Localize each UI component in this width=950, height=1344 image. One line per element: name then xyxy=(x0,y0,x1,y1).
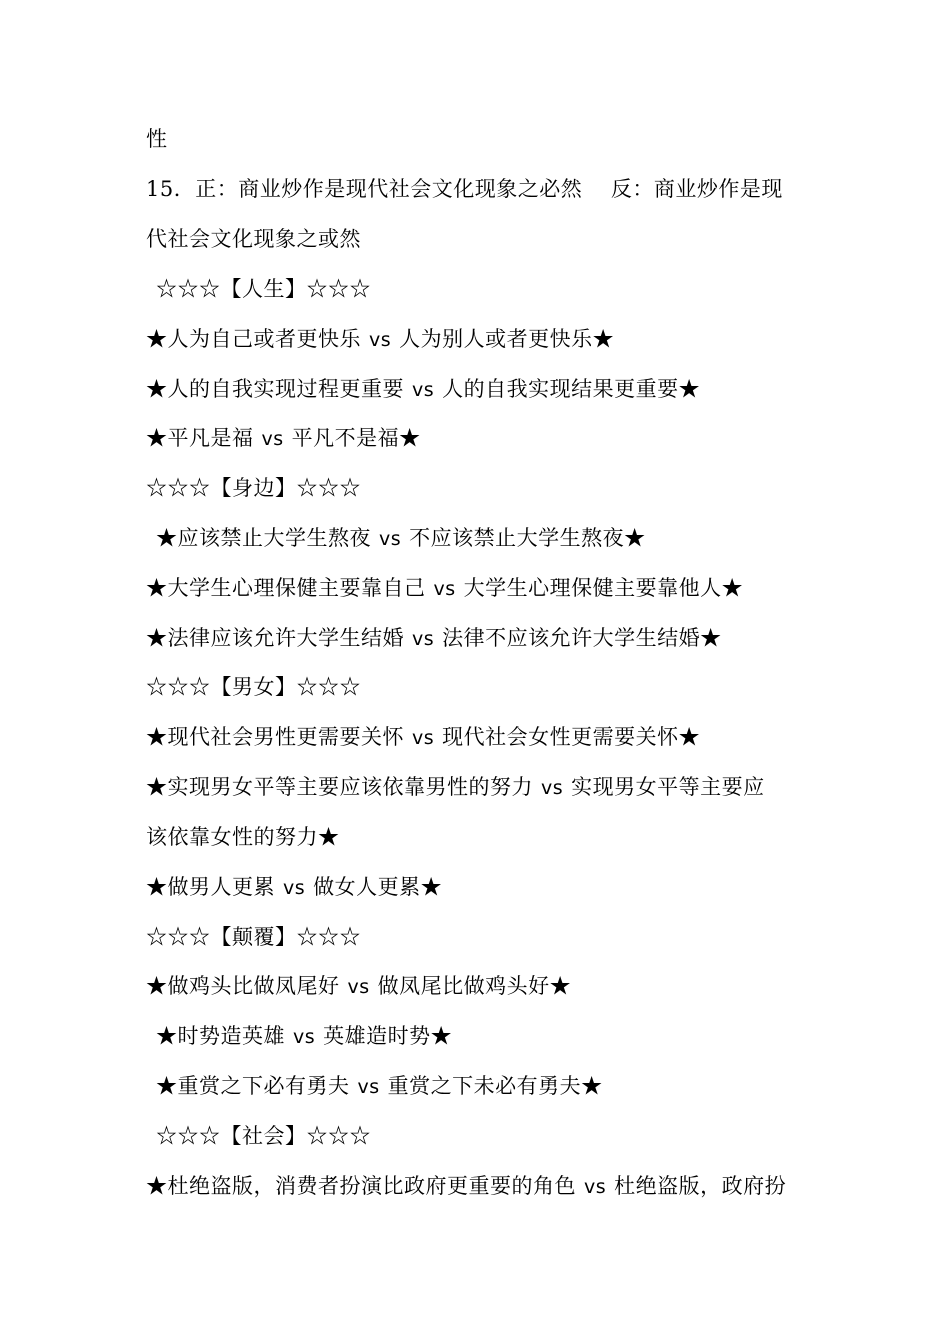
vs-label: vs xyxy=(369,329,392,351)
topic-pro: ★做男人更累 xyxy=(146,875,275,899)
section-heading xyxy=(156,1121,826,1151)
topic-con: 平凡不是福★ xyxy=(291,426,421,450)
text-segment: 性 xyxy=(146,127,168,151)
topic-pro: ★法律应该允许大学生结婚 xyxy=(146,626,404,650)
topic-con: 人为别人或者更快乐★ xyxy=(399,327,615,351)
vs-label: vs xyxy=(357,1076,380,1098)
topic-pro: ★重赏之下必有勇夫 xyxy=(156,1074,350,1098)
section-heading xyxy=(146,672,816,702)
topic-con-continued: 该依靠女性的努力★ xyxy=(146,825,340,849)
topic-con: 人的自我实现结果更重要★ xyxy=(442,377,701,401)
vs-label: vs xyxy=(283,877,306,899)
debate-topic xyxy=(146,772,816,803)
topic-con: 实现男女平等主要应 xyxy=(571,775,765,799)
heading-text: ☆☆☆【男女】☆☆☆ xyxy=(146,675,361,699)
topic-pro: ★做鸡头比做凤尾好 xyxy=(146,974,340,998)
topic-pro: ★大学生心理保健主要靠自己 xyxy=(146,576,426,600)
section-heading xyxy=(156,274,826,304)
debate-topic xyxy=(146,722,816,753)
vs-label: vs xyxy=(433,578,456,600)
debate-topic xyxy=(146,623,816,654)
topic-pro: ★时势造英雄 xyxy=(156,1024,285,1048)
topic-con: 不应该禁止大学生熬夜★ xyxy=(409,526,646,550)
vs-label: vs xyxy=(261,428,284,450)
topic-pro: ★平凡是福 xyxy=(146,426,254,450)
topic-con: 现代社会女性更需要关怀★ xyxy=(442,725,701,749)
topic-pro: ★杜绝盗版，消费者扮演比政府更重要的角色 xyxy=(146,1174,576,1198)
debate-topic xyxy=(156,1071,826,1102)
text-segment: 15．正：商业炒作是现代社会文化现象之必然 反：商业炒作是现 xyxy=(146,177,783,201)
topic-con: 杜绝盗版，政府扮 xyxy=(614,1174,787,1198)
text-segment: 代社会文化现象之或然 xyxy=(146,227,361,251)
heading-text: ☆☆☆【人生】☆☆☆ xyxy=(156,277,371,301)
topic-pro: ★人的自我实现过程更重要 xyxy=(146,377,404,401)
vs-label: vs xyxy=(412,727,435,749)
debate-topic xyxy=(146,423,816,454)
topic-pro: ★人为自己或者更快乐 xyxy=(146,327,361,351)
text-line xyxy=(146,174,816,204)
vs-label: vs xyxy=(293,1026,316,1048)
topic-con: 做女人更累★ xyxy=(313,875,443,899)
topic-pro: ★现代社会男性更需要关怀 xyxy=(146,725,404,749)
vs-label: vs xyxy=(412,628,435,650)
text-line xyxy=(146,822,816,852)
vs-label: vs xyxy=(379,528,402,550)
heading-text: ☆☆☆【社会】☆☆☆ xyxy=(156,1124,371,1148)
debate-topic xyxy=(146,573,816,604)
debate-topic xyxy=(146,1171,816,1202)
debate-topic xyxy=(156,1021,826,1052)
topic-con: 做凤尾比做鸡头好★ xyxy=(377,974,572,998)
vs-label: vs xyxy=(412,379,435,401)
vs-label: vs xyxy=(584,1176,607,1198)
topic-pro: ★应该禁止大学生熬夜 xyxy=(156,526,371,550)
debate-topic xyxy=(146,971,816,1002)
topic-con: 法律不应该允许大学生结婚★ xyxy=(442,626,722,650)
section-heading xyxy=(146,473,816,503)
vs-label: vs xyxy=(347,976,370,998)
text-line xyxy=(146,224,816,254)
heading-text: ☆☆☆【身边】☆☆☆ xyxy=(146,476,361,500)
heading-text: ☆☆☆【颠覆】☆☆☆ xyxy=(146,925,361,949)
debate-topic xyxy=(146,872,816,903)
text-line xyxy=(146,124,816,154)
topic-con: 英雄造时势★ xyxy=(323,1024,453,1048)
topic-con: 重赏之下未必有勇夫★ xyxy=(387,1074,603,1098)
section-heading xyxy=(146,922,816,952)
topic-pro: ★实现男女平等主要应该依靠男性的努力 xyxy=(146,775,533,799)
debate-topic xyxy=(146,374,816,405)
debate-topic xyxy=(146,324,816,355)
vs-label: vs xyxy=(541,777,564,799)
debate-topic xyxy=(156,523,826,554)
topic-con: 大学生心理保健主要靠他人★ xyxy=(463,576,744,600)
